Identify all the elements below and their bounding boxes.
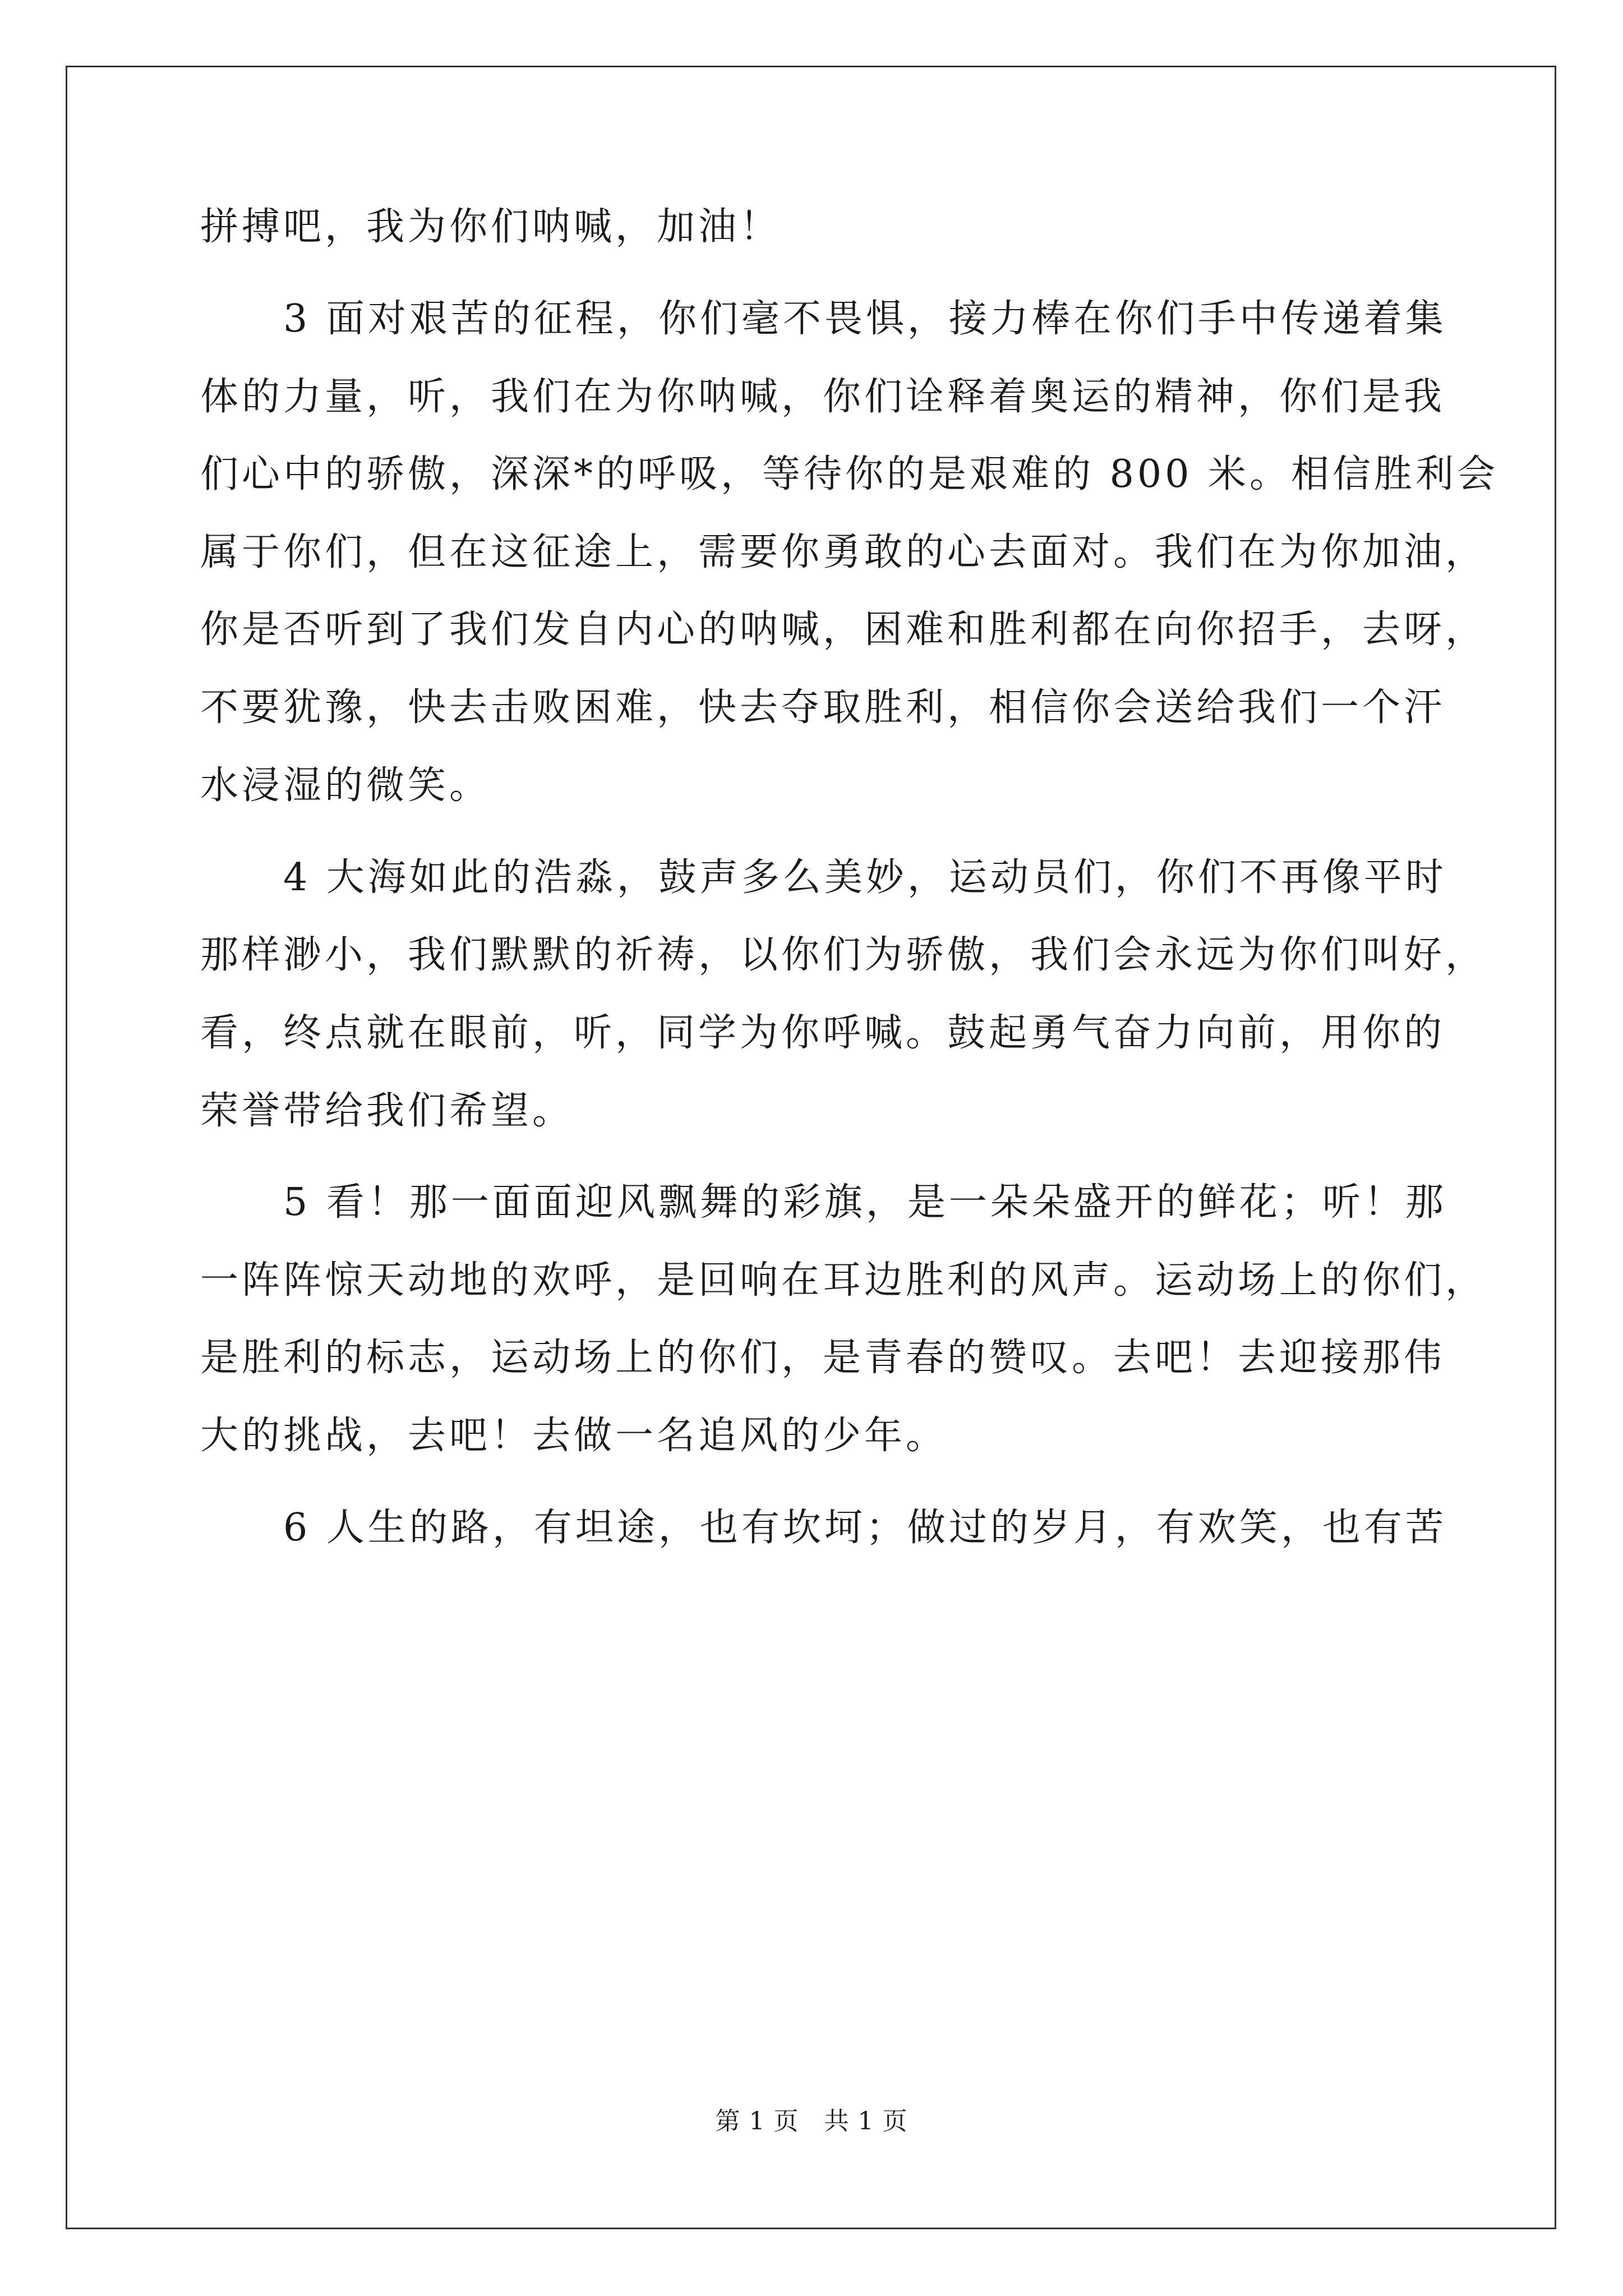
text-line-1: 拼搏吧，我为你们呐喊，加油！ (200, 205, 782, 249)
text-line-15: 是胜利的标志，运动场上的你们，是青春的赞叹。去吧！去迎接那伟 (200, 1336, 1446, 1380)
text-line-7: 不要犹豫，快去击败困难，快去夺取胜利，相信你会送给我们一个汗 (200, 685, 1446, 730)
text-line-13: 5 看！那一面面迎风飘舞的彩旗，是一朵朵盛开的鲜花；听！那 (200, 1180, 1447, 1225)
text-line-5: 属于你们，但在这征途上，需要你勇敢的心去面对。我们在为你加油， (200, 530, 1487, 574)
text-line-4: 们心中的骄傲，深深*的呼吸，等待你的是艰难的 800 米。相信胜利会 (200, 452, 1499, 496)
text-line-11: 看，终点就在眼前，听，同学为你呼喊。鼓起勇气奋力向前，用你的 (200, 1011, 1446, 1055)
text-line-3: 体的力量，听，我们在为你呐喊，你们诠释着奥运的精神，你们是我 (200, 375, 1446, 419)
text-line-6: 你是否听到了我们发自内心的呐喊，困难和胜利都在向你招手，去呀， (200, 608, 1487, 652)
text-line-10: 那样渺小，我们默默的祈祷，以你们为骄傲，我们会永远为你们叫好， (200, 933, 1487, 977)
text-line-17: 6 人生的路，有坦途，也有坎坷；做过的岁月，有欢笑，也有苦 (200, 1506, 1447, 1550)
page-footer: 第 1 页 共 1 页 (715, 2107, 908, 2136)
text-line-16: 大的挑战，去吧！去做一名追风的少年。 (200, 1414, 948, 1458)
text-line-8: 水浸湿的微笑。 (200, 763, 491, 808)
text-line-14: 一阵阵惊天动地的欢呼，是回响在耳边胜利的风声。运动场上的你们， (200, 1258, 1487, 1303)
text-line-2: 3 面对艰苦的征程，你们毫不畏惧，接力棒在你们手中传递着集 (200, 297, 1447, 341)
text-line-9: 4 大海如此的浩淼，鼓声多么美妙，运动员们，你们不再像平时 (200, 855, 1447, 900)
text-line-12: 荣誉带给我们希望。 (200, 1089, 574, 1133)
